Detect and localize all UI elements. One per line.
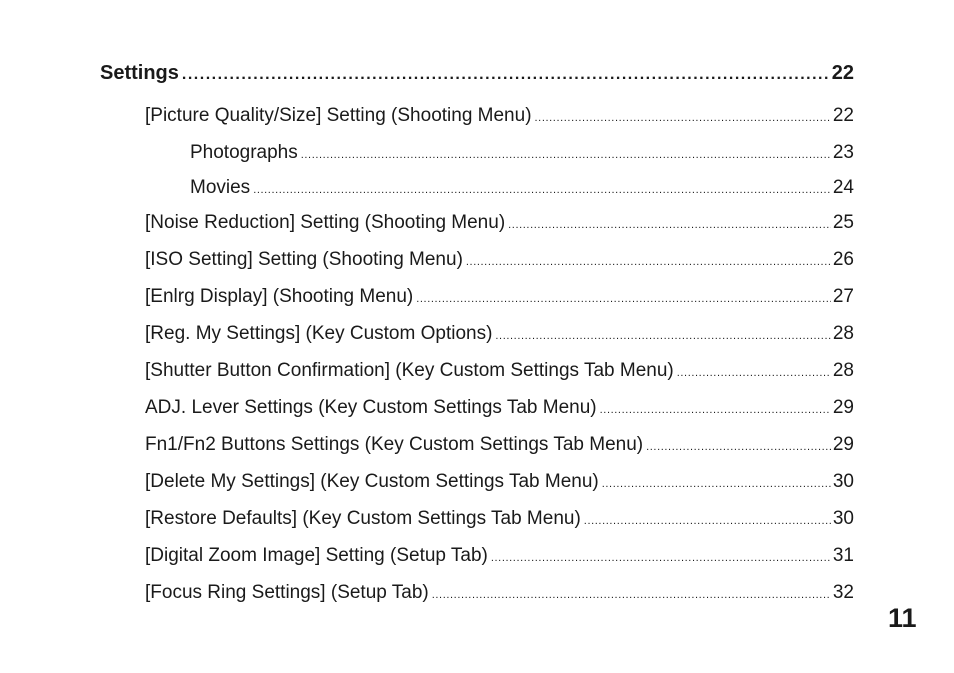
toc-dot-leader: [253, 184, 831, 196]
toc-entry-label: Movies: [190, 177, 251, 198]
toc-dot-leader: [466, 256, 831, 268]
toc-dot-leader: [677, 367, 831, 379]
toc-entry-page: 25: [832, 212, 854, 233]
toc-entry-photographs[interactable]: [100, 142, 854, 177]
toc-entry-enlrg-display[interactable]: [100, 286, 854, 323]
toc-entry-page: 23: [832, 142, 854, 163]
toc-entry-reg-my-settings[interactable]: [100, 323, 854, 360]
toc-dot-leader: [416, 293, 831, 305]
table-of-contents: [100, 62, 854, 619]
toc-entry-page: 30: [832, 508, 854, 529]
toc-entry-page: 30: [832, 471, 854, 492]
toc-dot-leader: [600, 404, 831, 416]
toc-dot-leader: [602, 478, 831, 490]
toc-entry-page: 28: [832, 360, 854, 381]
toc-dot-leader: [535, 112, 831, 124]
toc-entry-label: Settings: [100, 62, 179, 84]
toc-entry-label: [Restore Defaults] (Key Custom Settings Tab Menu): [145, 508, 581, 529]
toc-entry-page: 31: [832, 545, 854, 566]
toc-entry-page: 28: [832, 323, 854, 344]
toc-entry-page: 24: [832, 177, 854, 198]
toc-entry-digital-zoom-image[interactable]: [100, 545, 854, 582]
toc-dot-leader: [432, 589, 831, 601]
toc-entry-noise-reduction[interactable]: [100, 212, 854, 249]
toc-entry-picture-quality-size[interactable]: [100, 105, 854, 142]
toc-entry-settings[interactable]: [100, 62, 854, 90]
toc-entry-shutter-button-confirmation[interactable]: [100, 360, 854, 397]
toc-entry-delete-my-settings[interactable]: [100, 471, 854, 508]
toc-entry-page: 22: [831, 62, 854, 84]
toc-entry-page: 29: [832, 397, 854, 418]
toc-entry-label: ADJ. Lever Settings (Key Custom Settings Tab Menu): [145, 397, 597, 418]
toc-entry-focus-ring-settings[interactable]: [100, 582, 854, 619]
toc-entry-page: 22: [832, 105, 854, 126]
toc-entry-adj-lever-settings[interactable]: [100, 397, 854, 434]
toc-entry-label: [Digital Zoom Image] Setting (Setup Tab): [145, 545, 488, 566]
page-number: 11: [888, 603, 917, 633]
toc-entry-label: Fn1/Fn2 Buttons Settings (Key Custom Settings Tab Menu): [145, 434, 644, 455]
toc-entry-page: 26: [832, 249, 854, 270]
toc-entry-label: [Shutter Button Confirmation] (Key Custom Settings Tab Menu): [145, 360, 674, 381]
toc-dot-leader: [491, 552, 831, 564]
toc-entry-label: [Delete My Settings] (Key Custom Settings Tab Menu): [145, 471, 599, 492]
toc-entry-page: 27: [832, 286, 854, 307]
toc-entry-page: 32: [832, 582, 854, 603]
toc-dot-leader: [301, 149, 831, 161]
toc-dot-leader: [182, 66, 830, 84]
toc-dot-leader: [584, 515, 831, 527]
toc-entry-label: [ISO Setting] Setting (Shooting Menu): [145, 249, 463, 270]
toc-entry-label: Photographs: [190, 142, 298, 163]
toc-entry-restore-defaults[interactable]: [100, 508, 854, 545]
toc-entry-label: [Reg. My Settings] (Key Custom Options): [145, 323, 493, 344]
toc-entry-page: 29: [832, 434, 854, 455]
toc-entry-iso-setting[interactable]: [100, 249, 854, 286]
toc-entry-movies[interactable]: [100, 177, 854, 212]
toc-entry-label: [Focus Ring Settings] (Setup Tab): [145, 582, 429, 603]
toc-dot-leader: [646, 441, 831, 453]
toc-entry-label: [Noise Reduction] Setting (Shooting Menu): [145, 212, 506, 233]
toc-dot-leader: [495, 330, 830, 342]
toc-entry-label: [Enlrg Display] (Shooting Menu): [145, 286, 414, 307]
toc-dot-leader: [508, 219, 831, 231]
toc-entry-label: [Picture Quality/Size] Setting (Shooting Menu): [145, 105, 532, 126]
toc-entry-fn-buttons-settings[interactable]: [100, 434, 854, 471]
